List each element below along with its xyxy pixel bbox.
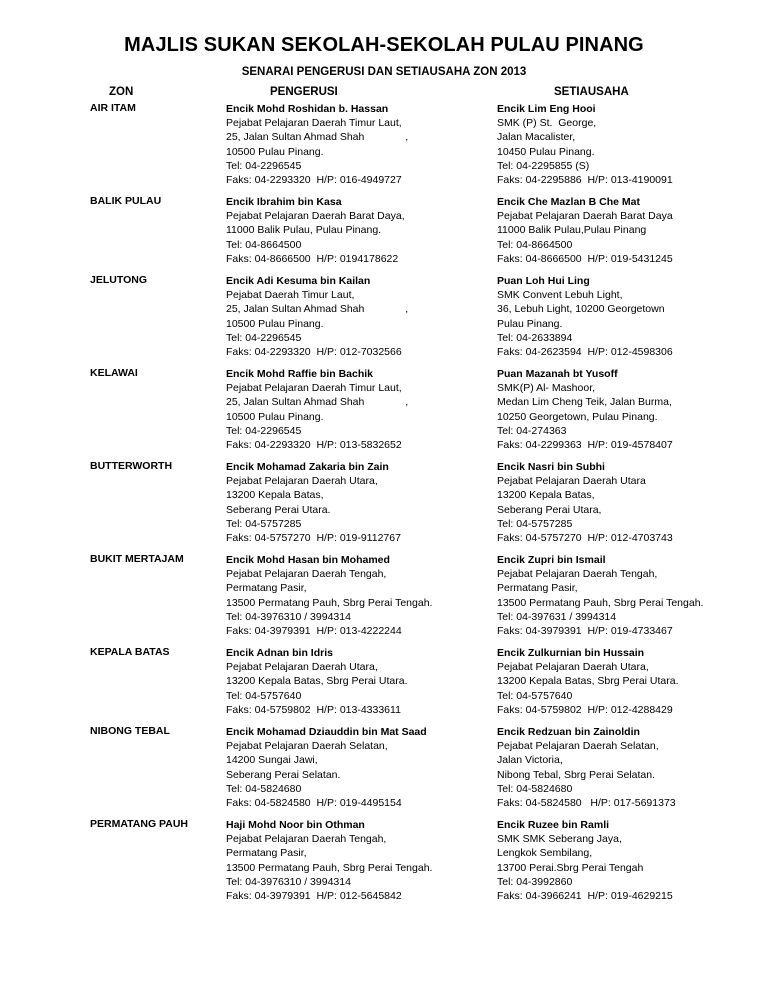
pengerusi-address-line: Tel: 04-3976310 / 3994314 (226, 875, 351, 888)
pengerusi-contact (226, 725, 496, 810)
setiausaha-address-line: Tel: 04-3992860 (497, 875, 573, 888)
pengerusi-address-line: Tel: 04-2296545 (226, 331, 302, 344)
setiausaha-address-line: Faks: 04-5824580 H/P: 017-5691373 (497, 797, 676, 810)
pengerusi-address-line: Tel: 04-3976310 / 3994314 (226, 610, 351, 623)
setiausaha-address-line: Medan Lim Cheng Teik, Jalan Burma, (497, 396, 672, 409)
setiausaha-address-line: Jalan Macalister, (497, 131, 576, 144)
setiausaha-contact (497, 102, 767, 187)
setiausaha-address-line: Tel: 04-5757640 (497, 689, 573, 702)
document-title: MAJLIS SUKAN SEKOLAH-SEKOLAH PULAU PINANG (124, 34, 644, 56)
pengerusi-address-line: Tel: 04-2296545 (226, 159, 302, 172)
setiausaha-address-line: SMK Convent Lebuh Light, (497, 289, 623, 302)
setiausaha-address-line: Tel: 04-397631 / 3994314 (497, 610, 617, 623)
pengerusi-address-line: Faks: 04-5759802 H/P: 013-4333611 (226, 703, 401, 716)
pengerusi-contact (226, 553, 496, 638)
pengerusi-name: Encik Adi Kesuma bin Kailan (226, 275, 371, 287)
pengerusi-address-line: Pejabat Pelajaran Daerah Barat Daya, (226, 210, 405, 223)
pengerusi-name: Encik Mohd Roshidan b. Hassan (226, 103, 389, 115)
setiausaha-address-line: Faks: 04-3966241 H/P: 019-4629215 (497, 890, 673, 903)
setiausaha-address-line: 10450 Pulau Pinang. (497, 145, 595, 158)
pengerusi-address-line: 13200 Kepala Batas, (226, 489, 324, 502)
setiausaha-address-line: 11000 Balik Pulau,Pulau Pinang (497, 224, 647, 237)
zone-name: BUKIT MERTAJAM (90, 553, 184, 565)
zone-name: BUTTERWORTH (90, 460, 173, 472)
setiausaha-address-line: Tel: 04-8664500 (497, 238, 573, 251)
pengerusi-address-line: 10500 Pulau Pinang. (226, 410, 324, 423)
pengerusi-address-line: Faks: 04-3979391 H/P: 013-4222244 (226, 625, 402, 638)
setiausaha-contact (497, 460, 767, 545)
setiausaha-name: Encik Zupri bin Ismail (497, 554, 606, 566)
pengerusi-name: Encik Mohd Raffie bin Bachik (226, 368, 374, 380)
setiausaha-name: Encik Lim Eng Hooi (497, 103, 596, 115)
setiausaha-contact (497, 818, 767, 903)
pengerusi-contact (226, 195, 496, 266)
pengerusi-address-line: Faks: 04-2293320 H/P: 016-4949727 (226, 174, 402, 187)
setiausaha-contact (497, 646, 767, 717)
pengerusi-address-line: 11000 Balik Pulau, Pulau Pinang. (226, 224, 382, 237)
setiausaha-address-line: SMK (P) St. George, (497, 117, 597, 130)
pengerusi-contact (226, 367, 496, 452)
setiausaha-address-line: 13200 Kepala Batas, (497, 489, 595, 502)
pengerusi-address-line: Permatang Pasir, (226, 847, 307, 860)
setiausaha-name: Encik Ruzee bin Ramli (497, 819, 610, 831)
setiausaha-address-line: Faks: 04-2623594 H/P: 012-4598306 (497, 346, 673, 359)
pengerusi-address-line: Tel: 04-8664500 (226, 238, 302, 251)
pengerusi-address-line: Faks: 04-8666500 H/P: 0194178622 (226, 252, 399, 265)
pengerusi-address-line: 13200 Kepala Batas, Sbrg Perai Utara. (226, 675, 408, 688)
pengerusi-address-line: Pejabat Pelajaran Daerah Selatan, (226, 740, 388, 753)
pengerusi-address-line: 25, Jalan Sultan Ahmad Shah , (226, 396, 409, 409)
setiausaha-contact (497, 725, 767, 810)
setiausaha-address-line: SMK(P) Al- Mashoor, (497, 382, 596, 395)
pengerusi-address-line: Pejabat Pelajaran Daerah Tengah, (226, 833, 387, 846)
document-subtitle: SENARAI PENGERUSI DAN SETIAUSAHA ZON 2013 (241, 66, 527, 78)
setiausaha-address-line: 13500 Permatang Pauh, Sbrg Perai Tengah. (497, 596, 704, 609)
setiausaha-name: Encik Nasri bin Subhi (497, 461, 605, 473)
pengerusi-contact (226, 646, 496, 717)
setiausaha-address-line: Pejabat Pelajaran Daerah Utara (497, 475, 646, 488)
setiausaha-address-line: Pejabat Pelajaran Daerah Barat Daya (497, 210, 673, 223)
setiausaha-address-line: Faks: 04-2295886 H/P: 013-4190091 (497, 174, 673, 187)
setiausaha-contact (497, 274, 767, 359)
setiausaha-address-line: Tel: 04-2633894 (497, 331, 573, 344)
pengerusi-address-line: Pejabat Pelajaran Daerah Timur Laut, (226, 117, 402, 130)
column-header-setiausaha: SETIAUSAHA (554, 86, 629, 98)
setiausaha-address-line: 36, Lebuh Light, 10200 Georgetown (497, 303, 665, 316)
pengerusi-address-line: 13500 Permatang Pauh, Sbrg Perai Tengah. (226, 861, 433, 874)
setiausaha-address-line: Permatang Pasir, (497, 582, 578, 595)
pengerusi-name: Encik Mohamad Zakaria bin Zain (226, 461, 389, 473)
setiausaha-contact (497, 367, 767, 452)
pengerusi-name: Encik Mohamad Dziauddin bin Mat Saad (226, 726, 427, 738)
setiausaha-address-line: Tel: 04-2295855 (S) (497, 159, 590, 172)
pengerusi-name: Haji Mohd Noor bin Othman (226, 819, 365, 831)
pengerusi-address-line: 13500 Permatang Pauh, Sbrg Perai Tengah. (226, 596, 433, 609)
pengerusi-address-line: Pejabat Pelajaran Daerah Timur Laut, (226, 382, 402, 395)
setiausaha-name: Puan Loh Hui Ling (497, 275, 590, 287)
pengerusi-address-line: Pejabat Pelajaran Daerah Utara, (226, 475, 378, 488)
pengerusi-name: Encik Mohd Hasan bin Mohamed (226, 554, 390, 566)
setiausaha-address-line: Faks: 04-5759802 H/P: 012-4288429 (497, 703, 673, 716)
pengerusi-contact (226, 460, 496, 545)
pengerusi-address-line: Tel: 04-5824680 (226, 782, 302, 795)
column-header-pengerusi: PENGERUSI (270, 86, 338, 98)
setiausaha-address-line: Lengkok Sembilang, (497, 847, 593, 860)
pengerusi-contact (226, 102, 496, 187)
pengerusi-address-line: 25, Jalan Sultan Ahmad Shah , (226, 303, 409, 316)
setiausaha-address-line: Tel: 04-274363 (497, 424, 567, 437)
zone-name: AIR ITAM (90, 102, 136, 114)
pengerusi-address-line: Tel: 04-2296545 (226, 424, 302, 437)
pengerusi-address-line: 14200 Sungai Jawi, (226, 754, 318, 767)
pengerusi-address-line: Faks: 04-2293320 H/P: 012-7032566 (226, 346, 402, 359)
pengerusi-address-line: Seberang Perai Utara. (226, 503, 331, 516)
setiausaha-address-line: Pulau Pinang. (497, 317, 563, 330)
setiausaha-address-line: SMK SMK Seberang Jaya, (497, 833, 622, 846)
pengerusi-address-line: Tel: 04-5757640 (226, 689, 302, 702)
setiausaha-address-line: 10250 Georgetown, Pulau Pinang. (497, 410, 658, 423)
pengerusi-name: Encik Adnan bin Idris (226, 647, 333, 659)
setiausaha-address-line: 13200 Kepala Batas, Sbrg Perai Utara. (497, 675, 679, 688)
setiausaha-contact (497, 195, 767, 266)
setiausaha-address-line: Faks: 04-8666500 H/P: 019-5431245 (497, 252, 673, 265)
pengerusi-address-line: Pejabat Pelajaran Daerah Tengah, (226, 568, 387, 581)
setiausaha-address-line: Pejabat Pelajaran Daerah Selatan, (497, 740, 659, 753)
pengerusi-contact (226, 818, 496, 903)
pengerusi-address-line: Pejabat Daerah Timur Laut, (226, 289, 355, 302)
setiausaha-name: Encik Zulkurnian bin Hussain (497, 647, 645, 659)
column-header-zon: ZON (109, 86, 134, 98)
zone-name: PERMATANG PAUH (90, 818, 188, 830)
pengerusi-address-line: 25, Jalan Sultan Ahmad Shah , (226, 131, 409, 144)
pengerusi-address-line: Faks: 04-3979391 H/P: 012-5645842 (226, 890, 402, 903)
pengerusi-address-line: Tel: 04-5757285 (226, 517, 302, 530)
setiausaha-address-line: Nibong Tebal, Sbrg Perai Selatan. (497, 768, 655, 781)
setiausaha-address-line: 13700 Perai.Sbrg Perai Tengah (497, 861, 644, 874)
setiausaha-address-line: Faks: 04-2299363 H/P: 019-4578407 (497, 439, 673, 452)
setiausaha-address-line: Faks: 04-5757270 H/P: 012-4703743 (497, 532, 673, 545)
zone-name: JELUTONG (90, 274, 147, 286)
setiausaha-address-line: Pejabat Pelajaran Daerah Utara, (497, 661, 649, 674)
setiausaha-address-line: Faks: 04-3979391 H/P: 019-4733467 (497, 625, 673, 638)
setiausaha-address-line: Tel: 04-5824680 (497, 782, 573, 795)
pengerusi-address-line: Faks: 04-5757270 H/P: 019-9112767 (226, 532, 401, 545)
setiausaha-contact (497, 553, 767, 638)
setiausaha-address-line: Tel: 04-5757285 (497, 517, 573, 530)
pengerusi-name: Encik Ibrahim bin Kasa (226, 196, 342, 208)
pengerusi-address-line: Seberang Perai Selatan. (226, 768, 341, 781)
setiausaha-address-line: Pejabat Pelajaran Daerah Tengah, (497, 568, 658, 581)
zone-name: BALIK PULAU (90, 195, 162, 207)
setiausaha-name: Puan Mazanah bt Yusoff (497, 368, 618, 380)
pengerusi-address-line: Faks: 04-2293320 H/P: 013-5832652 (226, 439, 402, 452)
pengerusi-address-line: Permatang Pasir, (226, 582, 307, 595)
zone-name: KEPALA BATAS (90, 646, 170, 658)
pengerusi-address-line: Faks: 04-5824580 H/P: 019-4495154 (226, 797, 402, 810)
pengerusi-address-line: 10500 Pulau Pinang. (226, 317, 324, 330)
setiausaha-address-line: Jalan Victoria, (497, 754, 563, 767)
zone-name: KELAWAI (90, 367, 138, 379)
setiausaha-address-line: Seberang Perai Utara, (497, 503, 602, 516)
setiausaha-name: Encik Che Mazlan B Che Mat (497, 196, 640, 208)
pengerusi-address-line: 10500 Pulau Pinang. (226, 145, 324, 158)
pengerusi-contact (226, 274, 496, 359)
setiausaha-name: Encik Redzuan bin Zainoldin (497, 726, 640, 738)
pengerusi-address-line: Pejabat Pelajaran Daerah Utara, (226, 661, 378, 674)
zone-name: NIBONG TEBAL (90, 725, 170, 737)
